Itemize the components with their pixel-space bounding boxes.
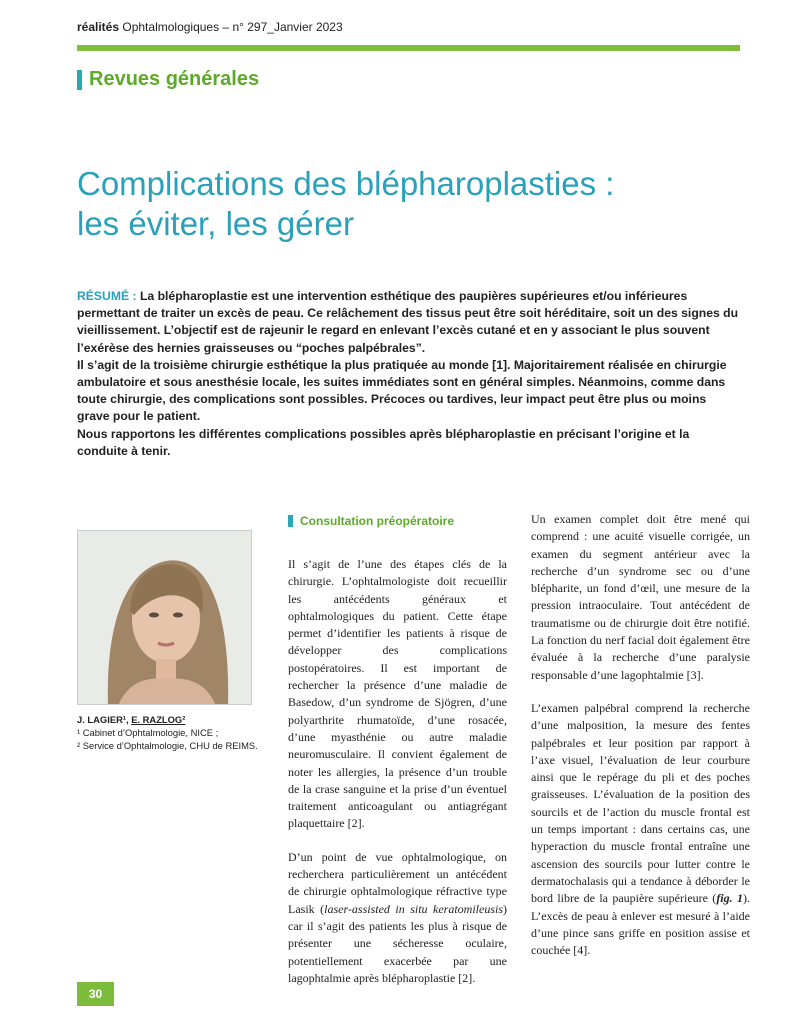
abstract-para-3: Nous rapportons les différentes complications possibles après blépharoplastie en précisant l’origine et la conduite à tenir. xyxy=(77,426,690,458)
author-1: J. LAGIER¹, xyxy=(77,714,129,725)
col2-para-1: Un examen complet doit être mené qui comprend : une acuité visuelle corrigée, un examen du segment antérieur avec la recherche d’un syndrome sec ou d’une blépharite, un fond d’œil, une mesure de la pression intraoculaire. Tout antécédent de traumatisme ou de chirurgie doit être notifié. La fonction du nerf facial doit également être évaluée à la recherche d’une paralysie responsable d’une lagophtalmie [3]. xyxy=(531,512,750,682)
abstract xyxy=(77,288,739,460)
col2-para-2-figref: fig. 1 xyxy=(716,891,743,906)
title-line-1: Complications des blépharoplasties : xyxy=(77,165,615,203)
subsection-heading-text: Consultation préopératoire xyxy=(300,514,455,528)
header-rule xyxy=(77,45,740,51)
author-photo xyxy=(77,530,252,705)
section-label-text: Revues générales xyxy=(89,68,260,90)
page-number: 30 xyxy=(77,982,114,1006)
body-column-2 xyxy=(531,511,750,975)
section-label xyxy=(77,68,259,91)
body-column-1 xyxy=(288,556,507,1003)
author-block xyxy=(77,713,258,752)
title-line-2: les éviter, les gérer xyxy=(77,205,354,243)
col1-para-1: Il s’agit de l’une des étapes clés de la chirurgie. L’ophtalmologiste doit recueillir les antécédents généraux et ophtalmologiques du patient. Cette étape permet d’identifier les patients à risque de développer des complications postopératoires. Il est important de rechercher la présence d’une maladie de Basedow, d’un syndrome de Sjögren, d’une polyarthrite rhumatoïde, d’une rosacée, d’une myasthénie ou autre maladie neuromusculaire. Il convient également de noter les allergies, la présence d’un trouble de la crase sanguine et la prise d’un éventuel traitement anticoagulant ou antiagrégant plaquettaire [2]. xyxy=(288,557,507,831)
affiliation-1: ¹ Cabinet d’Ophtalmologie, NICE ; xyxy=(77,727,219,738)
abstract-label: RÉSUMÉ : xyxy=(77,289,137,303)
section-marker xyxy=(77,70,82,90)
abstract-para-2: Il s’agit de la troisième chirurgie esthétique la plus pratiquée au monde [1]. Majoritairement réalisée en chirurgie ambulatoire et sous anesthésie locale, les suites immédiates sont en général simples. Néanmoins, comme dans toute chirurgie, des complications sont possibles. Précoces ou tardives, leur impact peut être plus ou moins grave pour le patient. xyxy=(77,357,727,424)
subsection-marker xyxy=(288,515,293,527)
abstract-text-1: La blépharoplastie est une intervention esthétique des paupières supérieures et/ou inférieures permettant de traiter un excès de peau. Ce relâchement des tissus peut être soit héréditaire, soit un des signes du vieillissement. L’objectif est de rajeunir le regard en enlevant l’excès cutané et en y associant le plus souvent l’exérèse des hernies graisseuses ou “poches palpébrales”. xyxy=(77,289,739,355)
col2-para-2-end: ). L’excès de peau à enlever est mesuré à l’aide d’une pince sans griffe en position assise et couchée [4]. xyxy=(531,891,750,958)
article-title xyxy=(77,164,737,244)
col1-para-2 xyxy=(288,849,507,987)
journal-header xyxy=(77,20,343,34)
col1-para-2-end: ) car il s’agit des patients les plus à risque de présenter une sécheresse oculaire, potentiellement exacerbée par une lagophtalmie après blépharoplastie [2]. xyxy=(288,901,508,985)
author-2: E. RAZLOG² xyxy=(131,714,186,725)
col1-para-2-italic: laser-assisted in situ keratomileusis xyxy=(324,901,504,916)
abstract-para-1 xyxy=(77,288,739,357)
col2-para-2-start: L’examen palpébral comprend la recherche d’une malposition, la mesure des fentes palpébrales et leur position par rapport à l’axe visuel, l’évaluation de leur courbure ainsi que le repérage du pli et des poches graisseuses. L’évaluation de la position des sourcils et de l’action du muscle frontal est un temps important : dans certains cas, une hyperaction du muscle frontal entraîne une ascension des sourcils pour lutter contre le dermatochalasis qui a tendance à déborder le bord libre de la paupière supérieure ( xyxy=(531,700,750,906)
col1-para-2-start: D’un point de vue ophtalmologique, on recherchera particulièrement un antécédent de chirurgie ophtalmologique réfractive type Lasik ( xyxy=(288,849,507,916)
col2-para-2 xyxy=(531,700,750,959)
issue-info: Ophtalmologiques – n° 297_Janvier 2023 xyxy=(122,20,343,34)
subsection-heading xyxy=(288,514,454,528)
journal-name: réalités xyxy=(77,20,120,34)
affiliation-2: ² Service d’Ophtalmologie, CHU de REIMS. xyxy=(77,740,258,751)
author-names xyxy=(77,713,258,726)
